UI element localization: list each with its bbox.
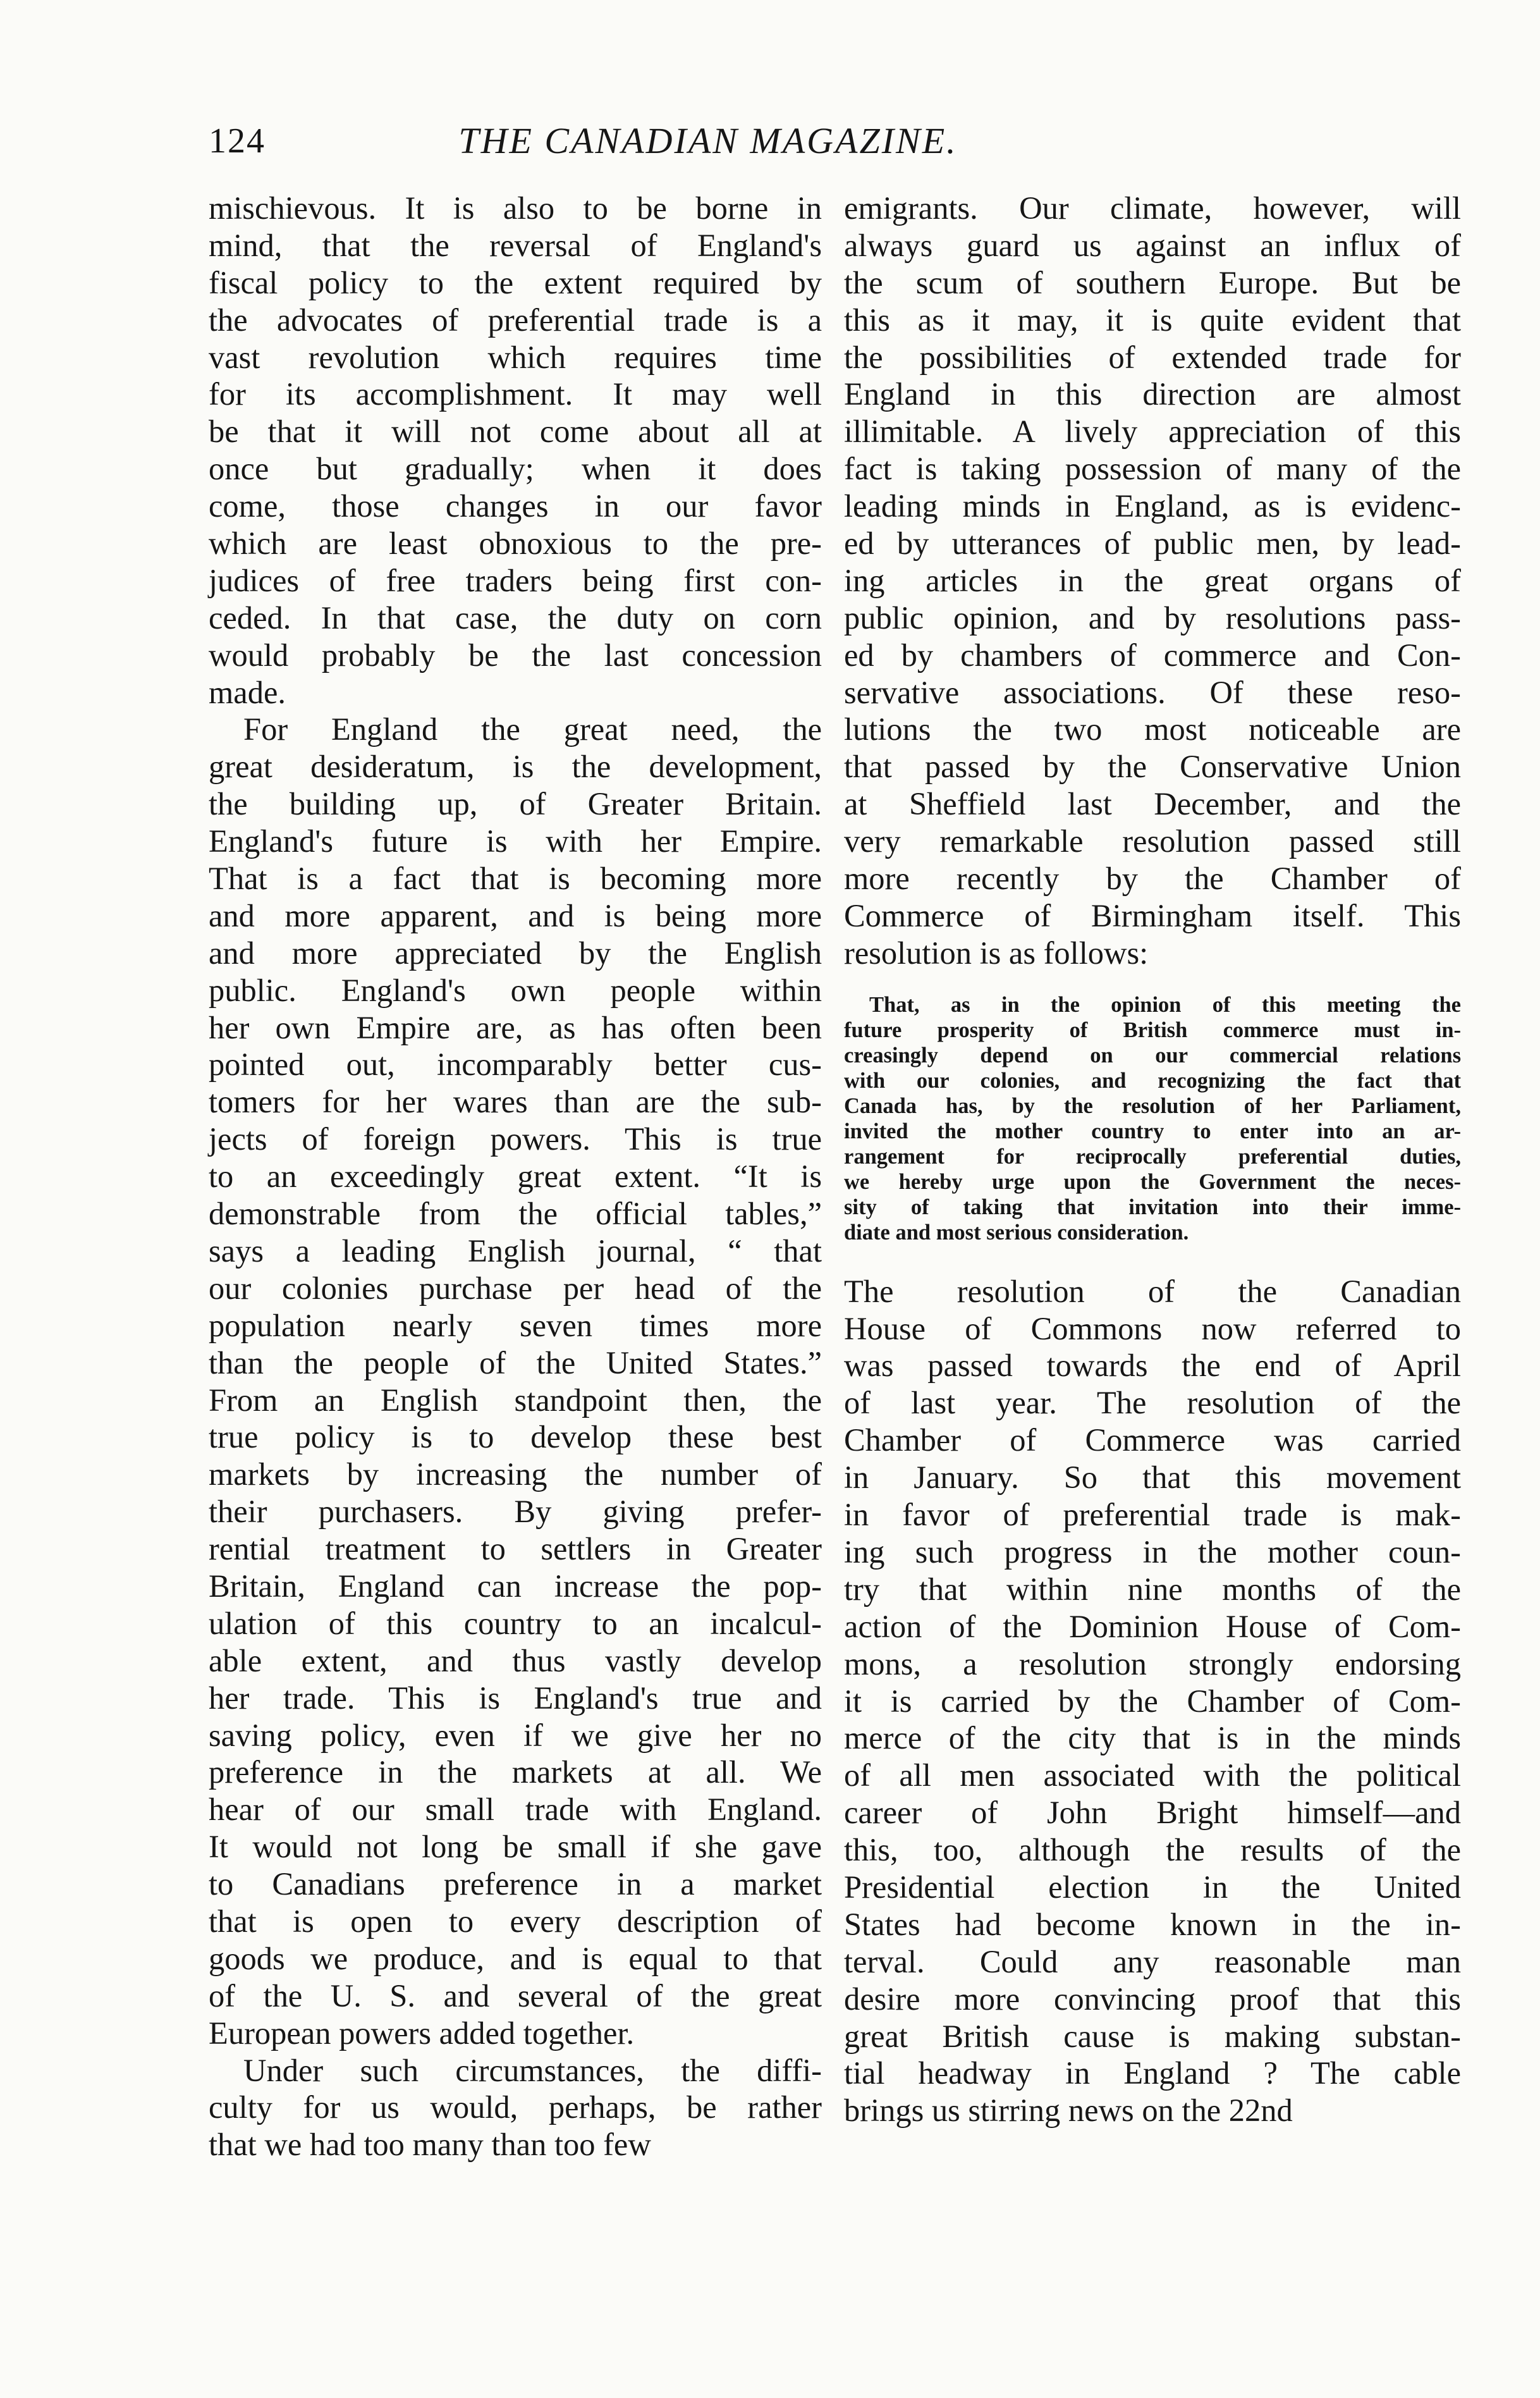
text-line: Presidential election in the United — [844, 1869, 1461, 1905]
text-line: in favor of preferential trade is mak- — [844, 1497, 1461, 1533]
text-line: pointed out, incomparably better cus- — [209, 1047, 822, 1083]
text-line: come, those changes in our favor — [209, 488, 822, 524]
text-line: of the U. S. and several of the great — [209, 1977, 822, 2014]
text-line: be that it will not come about all at — [209, 414, 822, 450]
text-line: for its accomplishment. It may well — [209, 376, 822, 412]
text-line: was passed towards the end of April — [844, 1348, 1461, 1384]
text-line: demonstrable from the official tables,” — [209, 1196, 822, 1232]
running-title: THE CANADIAN MAGAZINE. — [458, 120, 958, 161]
text-line: goods we produce, and is equal to that — [209, 1940, 822, 1976]
text-line: says a leading English journal, “ that — [209, 1233, 822, 1269]
text-line: true policy is to develop these best — [209, 1419, 822, 1455]
text-line: career of John Bright himself—and — [844, 1795, 1461, 1831]
text-line: Commerce of Birmingham itself. This — [844, 897, 1461, 933]
text-line: of all men associated with the political — [844, 1757, 1461, 1793]
text-line: States had become known in the in- — [844, 1906, 1461, 1942]
text-line: great British cause is making substan- — [844, 2018, 1461, 2054]
text-line: leading minds in England, as is evidenc- — [844, 488, 1461, 524]
text-line: this as it may, it is quite evident that — [844, 302, 1461, 338]
text-line: England's future is with her Empire. — [209, 823, 822, 859]
right-column-bottom-text — [844, 1273, 1461, 2129]
text-line: Britain, England can increase the pop- — [209, 1568, 822, 1604]
quote-line: sity of taking that invitation into their imme- — [844, 1195, 1461, 1219]
text-line: this, too, although the results of the — [844, 1832, 1461, 1868]
right-column-top-text — [844, 190, 1461, 972]
text-line: great desideratum, is the development, — [209, 749, 822, 785]
text-line: which are least obnoxious to the pre- — [209, 526, 822, 562]
text-line: culty for us would, perhaps, be rather — [209, 2089, 822, 2125]
text-line: judices of free traders being first con- — [209, 562, 822, 598]
text-line: her own Empire are, as has often been — [209, 1009, 822, 1045]
text-line: action of the Dominion House of Com- — [844, 1608, 1461, 1644]
text-line: ulation of this country to an incalcul- — [209, 1605, 822, 1641]
text-line: than the people of the United States.” — [209, 1344, 822, 1380]
text-line: lutions the two most noticeable are — [844, 711, 1461, 747]
text-line: population nearly seven times more — [209, 1307, 822, 1343]
text-line: and more appreciated by the English — [209, 935, 822, 971]
text-line: to Canadians preference in a market — [209, 1866, 822, 1902]
text-line: resolution is as follows: — [844, 935, 1149, 971]
text-line: at Sheffield last December, and the — [844, 786, 1461, 822]
text-line: Chamber of Commerce was carried — [844, 1422, 1461, 1458]
text-line: European powers added together. — [209, 2015, 635, 2051]
text-line: England in this direction are almost — [844, 376, 1461, 412]
text-line: our colonies purchase per head of the — [209, 1270, 822, 1306]
text-line: It would not long be small if she gave — [209, 1829, 822, 1865]
text-line: brings us stirring news on the 22nd — [844, 2093, 1293, 2129]
text-line: the building up, of Greater Britain. — [209, 786, 822, 822]
text-line: fiscal policy to the extent required by — [209, 264, 822, 300]
text-line: public. England's own people within — [209, 972, 822, 1008]
quote-line: Canada has, by the resolution of her Parliament, — [844, 1093, 1461, 1118]
text-line: markets by increasing the number of — [209, 1456, 822, 1492]
text-line: ing such progress in the mother coun- — [844, 1534, 1461, 1570]
text-line: more recently by the Chamber of — [844, 861, 1461, 897]
left-column — [209, 190, 822, 2163]
text-line: the scum of southern Europe. But be — [844, 264, 1461, 300]
text-line: able extent, and thus vastly develop — [209, 1642, 822, 1678]
text-line: of last year. The resolution of the — [844, 1385, 1461, 1421]
quote-line: we hereby urge upon the Government the neces- — [844, 1169, 1461, 1194]
text-line: tomers for her wares than are the sub- — [209, 1084, 822, 1120]
right-column — [844, 190, 1461, 2129]
text-line: would probably be the last concession — [209, 637, 822, 673]
text-line: terval. Could any reasonable man — [844, 1943, 1461, 1979]
text-line: ed by chambers of commerce and Con- — [844, 637, 1461, 673]
text-line: the possibilities of extended trade for — [844, 339, 1461, 375]
quoted-resolution — [844, 992, 1461, 1245]
text-line: her trade. This is England's true and — [209, 1680, 822, 1716]
text-line: made. — [209, 674, 286, 710]
text-line: preference in the markets at all. We — [209, 1754, 822, 1790]
text-line: For England the great need, the — [243, 711, 822, 747]
text-line: From an English standpoint then, the — [209, 1382, 822, 1418]
text-line: mons, a resolution strongly endorsing — [844, 1645, 1461, 1682]
quote-line: invited the mother country to enter into an ar- — [844, 1119, 1461, 1143]
quote-line: with our colonies, and recognizing the fact that — [844, 1068, 1461, 1093]
text-line: try that within nine months of the — [844, 1571, 1461, 1607]
text-line: fact is taking possession of many of the — [844, 451, 1461, 487]
text-line: the advocates of preferential trade is a — [209, 302, 822, 338]
text-line: mischievous. It is also to be borne in — [209, 190, 822, 226]
text-line: their purchasers. By giving prefer- — [209, 1494, 822, 1530]
text-line: that we had too many than too few — [209, 2127, 651, 2163]
text-line: once but gradually; when it does — [209, 451, 822, 487]
text-line: and more apparent, and is being more — [209, 897, 822, 933]
text-line: rential treatment to settlers in Greater — [209, 1531, 822, 1567]
text-line: ceded. In that case, the duty on corn — [209, 600, 822, 636]
text-line: it is carried by the Chamber of Com- — [844, 1683, 1461, 1719]
text-line: ed by utterances of public men, by lead- — [844, 526, 1461, 562]
text-line: that is open to every description of — [209, 1903, 822, 1939]
text-line: in January. So that this movement — [844, 1460, 1461, 1496]
text-line: mind, that the reversal of England's — [209, 227, 822, 263]
text-line: ing articles in the great organs of — [844, 562, 1461, 598]
text-line: very remarkable resolution passed still — [844, 823, 1461, 859]
text-line: desire more convincing proof that this — [844, 1981, 1461, 2017]
text-line: emigrants. Our climate, however, will — [844, 190, 1461, 226]
text-line: Under such circumstances, the diffi- — [243, 2052, 822, 2088]
text-line: merce of the city that is in the minds — [844, 1720, 1461, 1756]
page-number: 124 — [209, 121, 266, 161]
text-line: That is a fact that is becoming more — [209, 861, 822, 897]
quote-line: That, as in the opinion of this meeting the — [869, 992, 1461, 1017]
text-line: to an exceedingly great extent. “It is — [209, 1159, 822, 1195]
text-line: illimitable. A lively appreciation of this — [844, 414, 1461, 450]
page-header — [209, 113, 1207, 169]
text-line: House of Commons now referred to — [844, 1310, 1461, 1346]
text-line: hear of our small trade with England. — [209, 1792, 822, 1828]
quote-line: future prosperity of British commerce must in- — [844, 1018, 1461, 1042]
text-line: that passed by the Conservative Union — [844, 749, 1461, 785]
text-line: servative associations. Of these reso- — [844, 674, 1461, 710]
text-line: jects of foreign powers. This is true — [209, 1121, 822, 1157]
text-line: The resolution of the Canadian — [844, 1273, 1461, 1309]
text-line: always guard us against an influx of — [844, 227, 1461, 263]
text-line: vast revolution which requires time — [209, 339, 822, 375]
quote-line: creasingly depend on our commercial relations — [844, 1043, 1461, 1067]
quote-line: rangement for reciprocally preferential duties, — [844, 1144, 1461, 1169]
text-line: tial headway in England ? The cable — [844, 2055, 1461, 2091]
quote-line: diate and most serious consideration. — [844, 1220, 1189, 1245]
text-line: public opinion, and by resolutions pass- — [844, 600, 1461, 636]
text-line: saving policy, even if we give her no — [209, 1717, 822, 1753]
